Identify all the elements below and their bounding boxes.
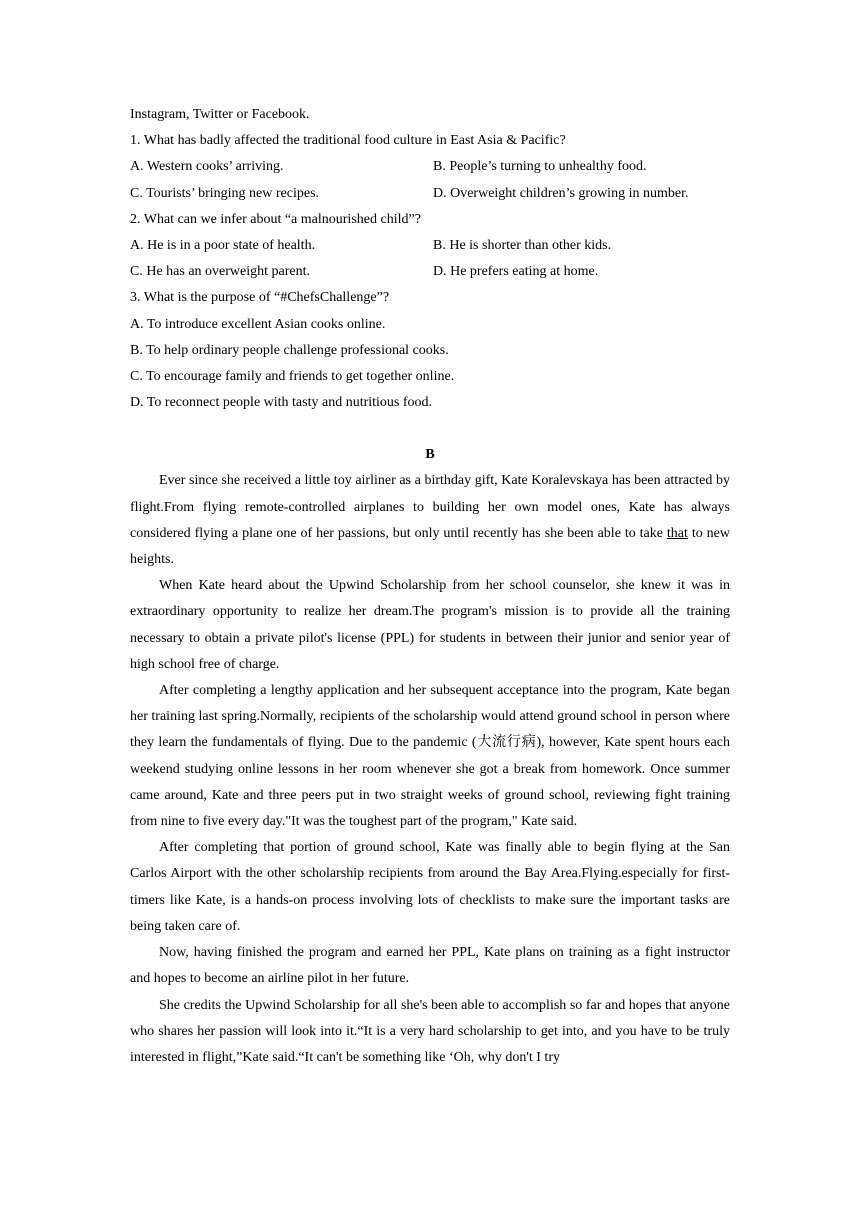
option-row	[130, 259, 730, 285]
option-row	[130, 154, 730, 180]
question-1	[130, 128, 730, 207]
question-2	[130, 207, 730, 286]
underlined-word: that	[666, 525, 688, 541]
paragraph-4: After completing that portion of ground school, Kate was finally able to begin flying at the San Carlos Airport with the other scholarship recipients from around the Bay Area.Flying.especially for first-timers like Kate, is a hands-on process involving lots of checklists to make sure the important tasks are being taken care of.	[130, 840, 730, 934]
option-a: A. He is in a poor state of health.	[130, 237, 316, 253]
paragraph-5: Now, having finished the program and earned her PPL, Kate plans on training as a fight instructor and hopes to become an airline pilot in her future.	[130, 945, 730, 987]
question-stem: 3. What is the purpose of “#ChefsChallenge”?	[130, 290, 390, 306]
document-page	[130, 102, 730, 1071]
option-d: D. To reconnect people with tasty and nutritious food.	[130, 395, 433, 411]
paragraph-1	[130, 468, 730, 573]
option-row	[130, 181, 730, 207]
question-3	[130, 285, 730, 416]
option-a: A. Western cooks’ arriving.	[130, 159, 284, 175]
option-b: B. To help ordinary people challenge professional cooks.	[130, 342, 449, 358]
option-b: B. He is shorter than other kids.	[433, 237, 612, 253]
paragraph-text: Ever since she received a little toy airliner as a birthday gift, Kate Koralevskaya has been attracted by flight.From flying remote-controlled airplanes to building her own model ones, Kate has always considered flying a plane one of her passions, but only until recently has she been able to take	[130, 473, 730, 541]
option-c: C. Tourists’ bringing new recipes.	[130, 185, 320, 201]
option-d: D. He prefers eating at home.	[433, 264, 599, 280]
paragraph-text: to new heights.	[130, 525, 731, 568]
intro-line: Instagram, Twitter or Facebook.	[130, 107, 310, 122]
section-heading: B	[425, 447, 435, 463]
option-a: A. To introduce excellent Asian cooks online.	[130, 316, 386, 332]
section-b	[130, 442, 730, 1071]
option-c: C. To encourage family and friends to get together online.	[130, 368, 455, 384]
option-c: C. He has an overweight parent.	[130, 264, 310, 280]
paragraph-2: When Kate heard about the Upwind Scholarship from her school counselor, she knew it was in extraordinary opportunity to realize her dream.The program's mission is to provide all the training necessary to obtain a private pilot's license (PPL) for students in between their junior and senior year of high school free of charge.	[130, 578, 730, 672]
option-row	[130, 233, 730, 259]
paragraph-3: After completing a lengthy application and her subsequent acceptance into the program, Kate began her training last spring.Normally, recipients of the scholarship would attend ground school in person where they learn the fundamentals of flying. Due to the pandemic (大流行病), however, Kate spent hours each weekend studying online lessons in her room whenever she got a break from homework. Once summer came around, Kate and three peers put in two straight weeks of ground school, reviewing fight training from nine to five every day."It was the toughest part of the program," Kate said.	[130, 683, 730, 830]
question-stem: 2. What can we infer about “a malnourished child”?	[130, 211, 421, 227]
question-stem: 1. What has badly affected the traditional food culture in East Asia & Pacific?	[130, 133, 566, 149]
paragraph-6: She credits the Upwind Scholarship for all she's been able to accomplish so far and hopes that anyone who shares her passion will look into it.“It is a very hard scholarship to get into, and you have to be truly interested in flight,”Kate said.“It can't be something like ‘Oh, why don't I try	[130, 997, 730, 1065]
option-d: D. Overweight children’s growing in number.	[433, 185, 689, 201]
option-b: B. People’s turning to unhealthy food.	[433, 159, 647, 175]
section-spacer	[130, 416, 730, 442]
